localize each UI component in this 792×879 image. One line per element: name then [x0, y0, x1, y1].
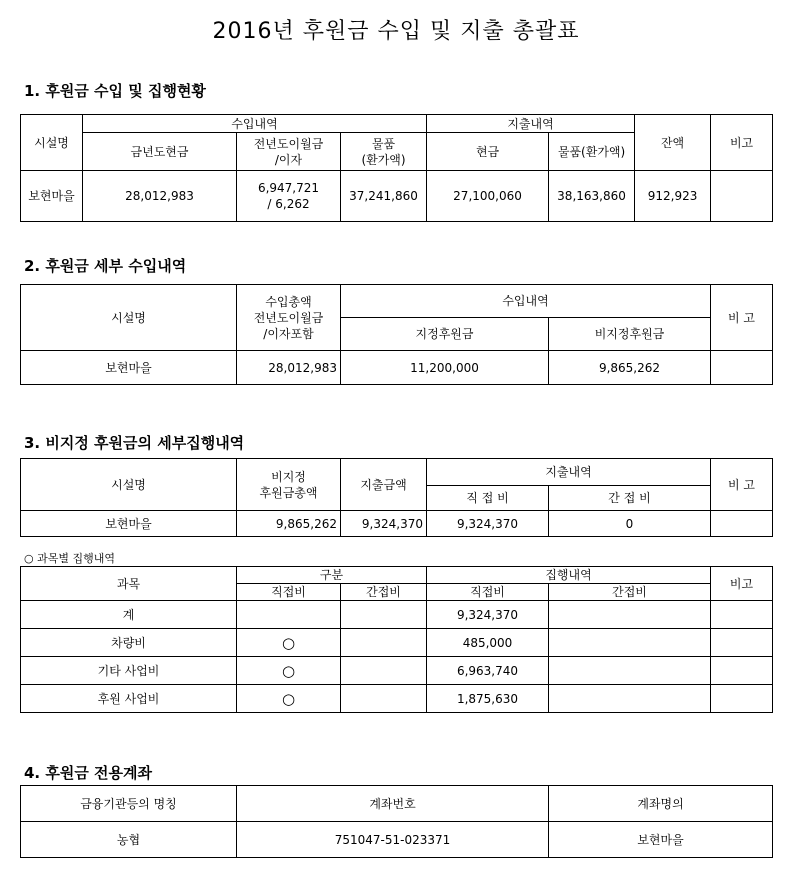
note-cell: [711, 629, 773, 657]
facility-cell: 보현마을: [21, 511, 237, 537]
note-header: 비고: [711, 567, 773, 601]
undesignated-execution-table: [20, 458, 773, 537]
expense-goods-cell: 38,163,860: [549, 171, 635, 222]
bank-header: 금융기관등의 명칭: [21, 786, 237, 822]
current-cash-header: 금년도현금: [83, 133, 237, 171]
carryover-cell: 6,947,721 / 6,262: [237, 171, 341, 222]
indirect-amount-cell: [549, 629, 711, 657]
balance-cell: 912,923: [635, 171, 711, 222]
table-row: [21, 351, 773, 385]
direct-header: 직 접 비: [427, 486, 549, 511]
facility-header: 시설명: [21, 115, 83, 171]
undesignated-total-cell: 9,865,262: [237, 511, 341, 537]
execution-group-header: 집행내역: [427, 567, 711, 584]
direct-mark-cell: ○: [237, 629, 341, 657]
direct-amount-cell: 6,963,740: [427, 657, 549, 685]
table-row: [21, 511, 773, 537]
section-2-heading: 2. 후원금 세부 수입내역: [24, 257, 187, 275]
undesignated-header: 비지정후원금: [549, 318, 711, 351]
account-holder-header: 계좌명의: [549, 786, 773, 822]
indirect-header: 간 접 비: [549, 486, 711, 511]
note-cell: [711, 511, 773, 537]
indirect-mark-cell: [341, 629, 427, 657]
bank-cell: 농협: [21, 822, 237, 858]
execution-indirect-header: 간접비: [549, 584, 711, 601]
facility-header: 시설명: [21, 285, 237, 351]
subject-execution-table: [20, 566, 773, 713]
direct-cell: 9,324,370: [427, 511, 549, 537]
subject-header: 과목: [21, 567, 237, 601]
table-row: [21, 629, 773, 657]
direct-amount-cell: 485,000: [427, 629, 549, 657]
category-indirect-header: 간접비: [341, 584, 427, 601]
income-total-cell: 28,012,983: [237, 351, 341, 385]
category-group-header: 구분: [237, 567, 427, 584]
account-table: [20, 785, 773, 858]
note-header: 비 고: [711, 285, 773, 351]
direct-mark-cell: ○: [237, 657, 341, 685]
note-cell: [711, 657, 773, 685]
expense-group-header: 지출내역: [427, 459, 711, 486]
income-group-header: 수입내역: [83, 115, 427, 133]
section-4-heading: 4. 후원금 전용계좌: [24, 764, 153, 782]
indirect-cell: 0: [549, 511, 711, 537]
subject-cell: 후원 사업비: [21, 685, 237, 713]
indirect-mark-cell: [341, 601, 427, 629]
section-1-heading: 1. 후원금 수입 및 집행현황: [24, 82, 206, 100]
subject-cell: 차량비: [21, 629, 237, 657]
carryover-header: 전년도이월금 /이자: [237, 133, 341, 171]
indirect-amount-cell: [549, 685, 711, 713]
account-holder-cell: 보현마을: [549, 822, 773, 858]
direct-mark-cell: ○: [237, 685, 341, 713]
income-execution-table: [20, 114, 773, 222]
income-group-header: 수입내역: [341, 285, 711, 318]
note-cell: [711, 351, 773, 385]
note-cell: [711, 601, 773, 629]
account-number-cell: 751047-51-023371: [237, 822, 549, 858]
direct-mark-cell: [237, 601, 341, 629]
facility-cell: 보현마을: [21, 171, 83, 222]
undesignated-total-header: 비지정 후원금총액: [237, 459, 341, 511]
indirect-mark-cell: [341, 657, 427, 685]
goods-header: 물품 (환가액): [341, 133, 427, 171]
note-header: 비 고: [711, 459, 773, 511]
indirect-mark-cell: [341, 685, 427, 713]
expense-total-cell: 9,324,370: [341, 511, 427, 537]
direct-amount-cell: 1,875,630: [427, 685, 549, 713]
direct-amount-cell: 9,324,370: [427, 601, 549, 629]
designated-header: 지정후원금: [341, 318, 549, 351]
current-cash-cell: 28,012,983: [83, 171, 237, 222]
account-number-header: 계좌번호: [237, 786, 549, 822]
facility-cell: 보현마을: [21, 351, 237, 385]
table-row: [21, 822, 773, 858]
note-header: 비고: [711, 115, 773, 171]
note-cell: [711, 685, 773, 713]
income-total-header: 수입총액 전년도이월금 /이자포함: [237, 285, 341, 351]
expense-cash-cell: 27,100,060: [427, 171, 549, 222]
execution-direct-header: 직접비: [427, 584, 549, 601]
designated-cell: 11,200,000: [341, 351, 549, 385]
expense-total-header: 지출금액: [341, 459, 427, 511]
indirect-amount-cell: [549, 601, 711, 629]
section-3-heading: 3. 비지정 후원금의 세부집행내역: [24, 434, 245, 452]
table-row: [21, 685, 773, 713]
expense-goods-header: 물품(환가액): [549, 133, 635, 171]
table-row: [21, 601, 773, 629]
category-direct-header: 직접비: [237, 584, 341, 601]
subject-cell: 계: [21, 601, 237, 629]
subject-cell: 기타 사업비: [21, 657, 237, 685]
table-row: [21, 171, 773, 222]
page-title: 2016년 후원금 수입 및 지출 총괄표: [212, 19, 580, 44]
balance-header: 잔액: [635, 115, 711, 171]
undesignated-cell: 9,865,262: [549, 351, 711, 385]
indirect-amount-cell: [549, 657, 711, 685]
income-detail-table: [20, 284, 773, 385]
expense-group-header: 지출내역: [427, 115, 635, 133]
table-row: [21, 657, 773, 685]
subject-execution-note: ○ 과목별 집행내역: [24, 552, 115, 565]
note-cell: [711, 171, 773, 222]
expense-cash-header: 현금: [427, 133, 549, 171]
goods-cell: 37,241,860: [341, 171, 427, 222]
facility-header: 시설명: [21, 459, 237, 511]
